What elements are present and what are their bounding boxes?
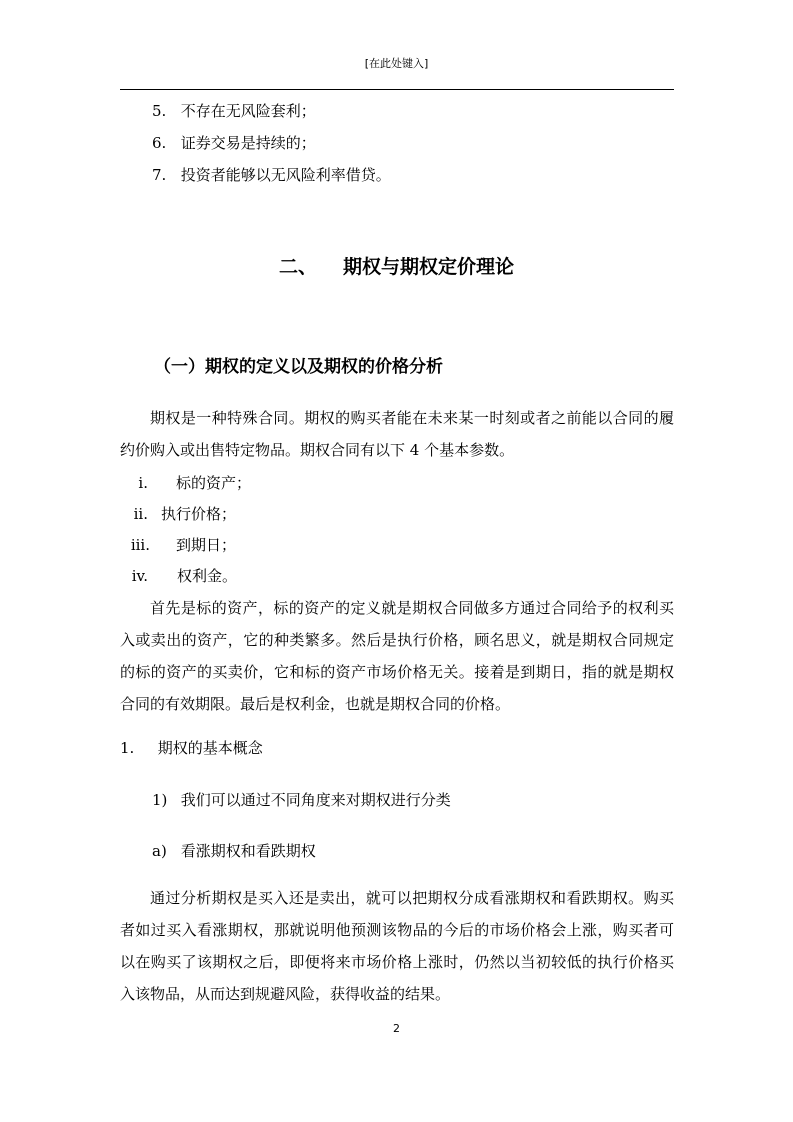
- page-number: 2: [393, 1022, 400, 1035]
- numbered-heading: [120, 738, 263, 758]
- list-number: 6.: [152, 134, 167, 152]
- param-item: [120, 504, 236, 524]
- section-title: 期权与期权定价理论: [343, 256, 515, 278]
- item-number: 1): [152, 791, 168, 809]
- numbered-subheading: [152, 790, 451, 810]
- list-text: 证券交易是持续的；: [180, 134, 316, 152]
- param-item: [120, 473, 251, 493]
- section-heading: [0, 255, 793, 279]
- list-item: [152, 133, 316, 153]
- list-number: 5.: [152, 102, 167, 120]
- list-item: [152, 165, 391, 185]
- param-text: 执行价格；: [161, 505, 237, 523]
- param-text: 权利金。: [177, 567, 238, 585]
- page-header: [在此处键入]: [364, 57, 429, 70]
- param-number: iv.: [131, 567, 148, 585]
- paragraph-intro: 期权是一种特殊合同。期权的购买者能在未来某一时刻或者之前能以合同的履约价购入或出售特定物品。期权合同有以下 4 个基本参数。: [120, 409, 674, 459]
- param-text: 到期日；: [176, 536, 237, 554]
- item-number: 1.: [120, 739, 135, 757]
- item-text: 期权的基本概念: [157, 739, 263, 757]
- param-item: [118, 535, 236, 555]
- param-number: ii.: [133, 505, 148, 523]
- subsection-heading: （一）期权的定义以及期权的价格分析: [154, 357, 443, 377]
- list-item: [152, 101, 316, 121]
- paragraph-call-put: 通过分析期权是买入还是卖出，就可以把期权分成看涨期权和看跌期权。购买者如过买入看涨期权，那就说明他预测该物品的今后的市场价格会上涨，购买者可以在购买了该期权之后，即便将来市场价格上涨时，仍然以当初较低的执行价格买入该物品，从而达到规避风险，获得收益的结果。: [120, 889, 674, 1003]
- list-number: 7.: [152, 166, 167, 184]
- lettered-subheading: [152, 841, 316, 861]
- section-number: 二、: [278, 256, 317, 278]
- param-number: iii.: [130, 536, 150, 554]
- param-text: 标的资产；: [176, 474, 252, 492]
- paragraph-parameters: 首先是标的资产，标的资产的定义就是期权合同做多方通过合同给予的权利买入或卖出的资产，它的种类繁多。然后是执行价格，顾名思义，就是期权合同规定的标的资产的买卖价，它和标的资产市场价格无关。接着是到期日，指的就是期权合同的有效期限。最后是权利金，也就是期权合同的价格。: [120, 599, 674, 713]
- item-text: 我们可以通过不同角度来对期权进行分类: [180, 791, 451, 809]
- list-text: 不存在无风险套利；: [180, 102, 316, 120]
- param-item: [120, 566, 237, 586]
- list-text: 投资者能够以无风险利率借贷。: [180, 166, 391, 184]
- item-text: 看涨期权和看跌期权: [180, 842, 316, 860]
- item-number: a): [152, 842, 167, 860]
- param-number: i.: [138, 474, 148, 492]
- header-rule: [120, 89, 674, 90]
